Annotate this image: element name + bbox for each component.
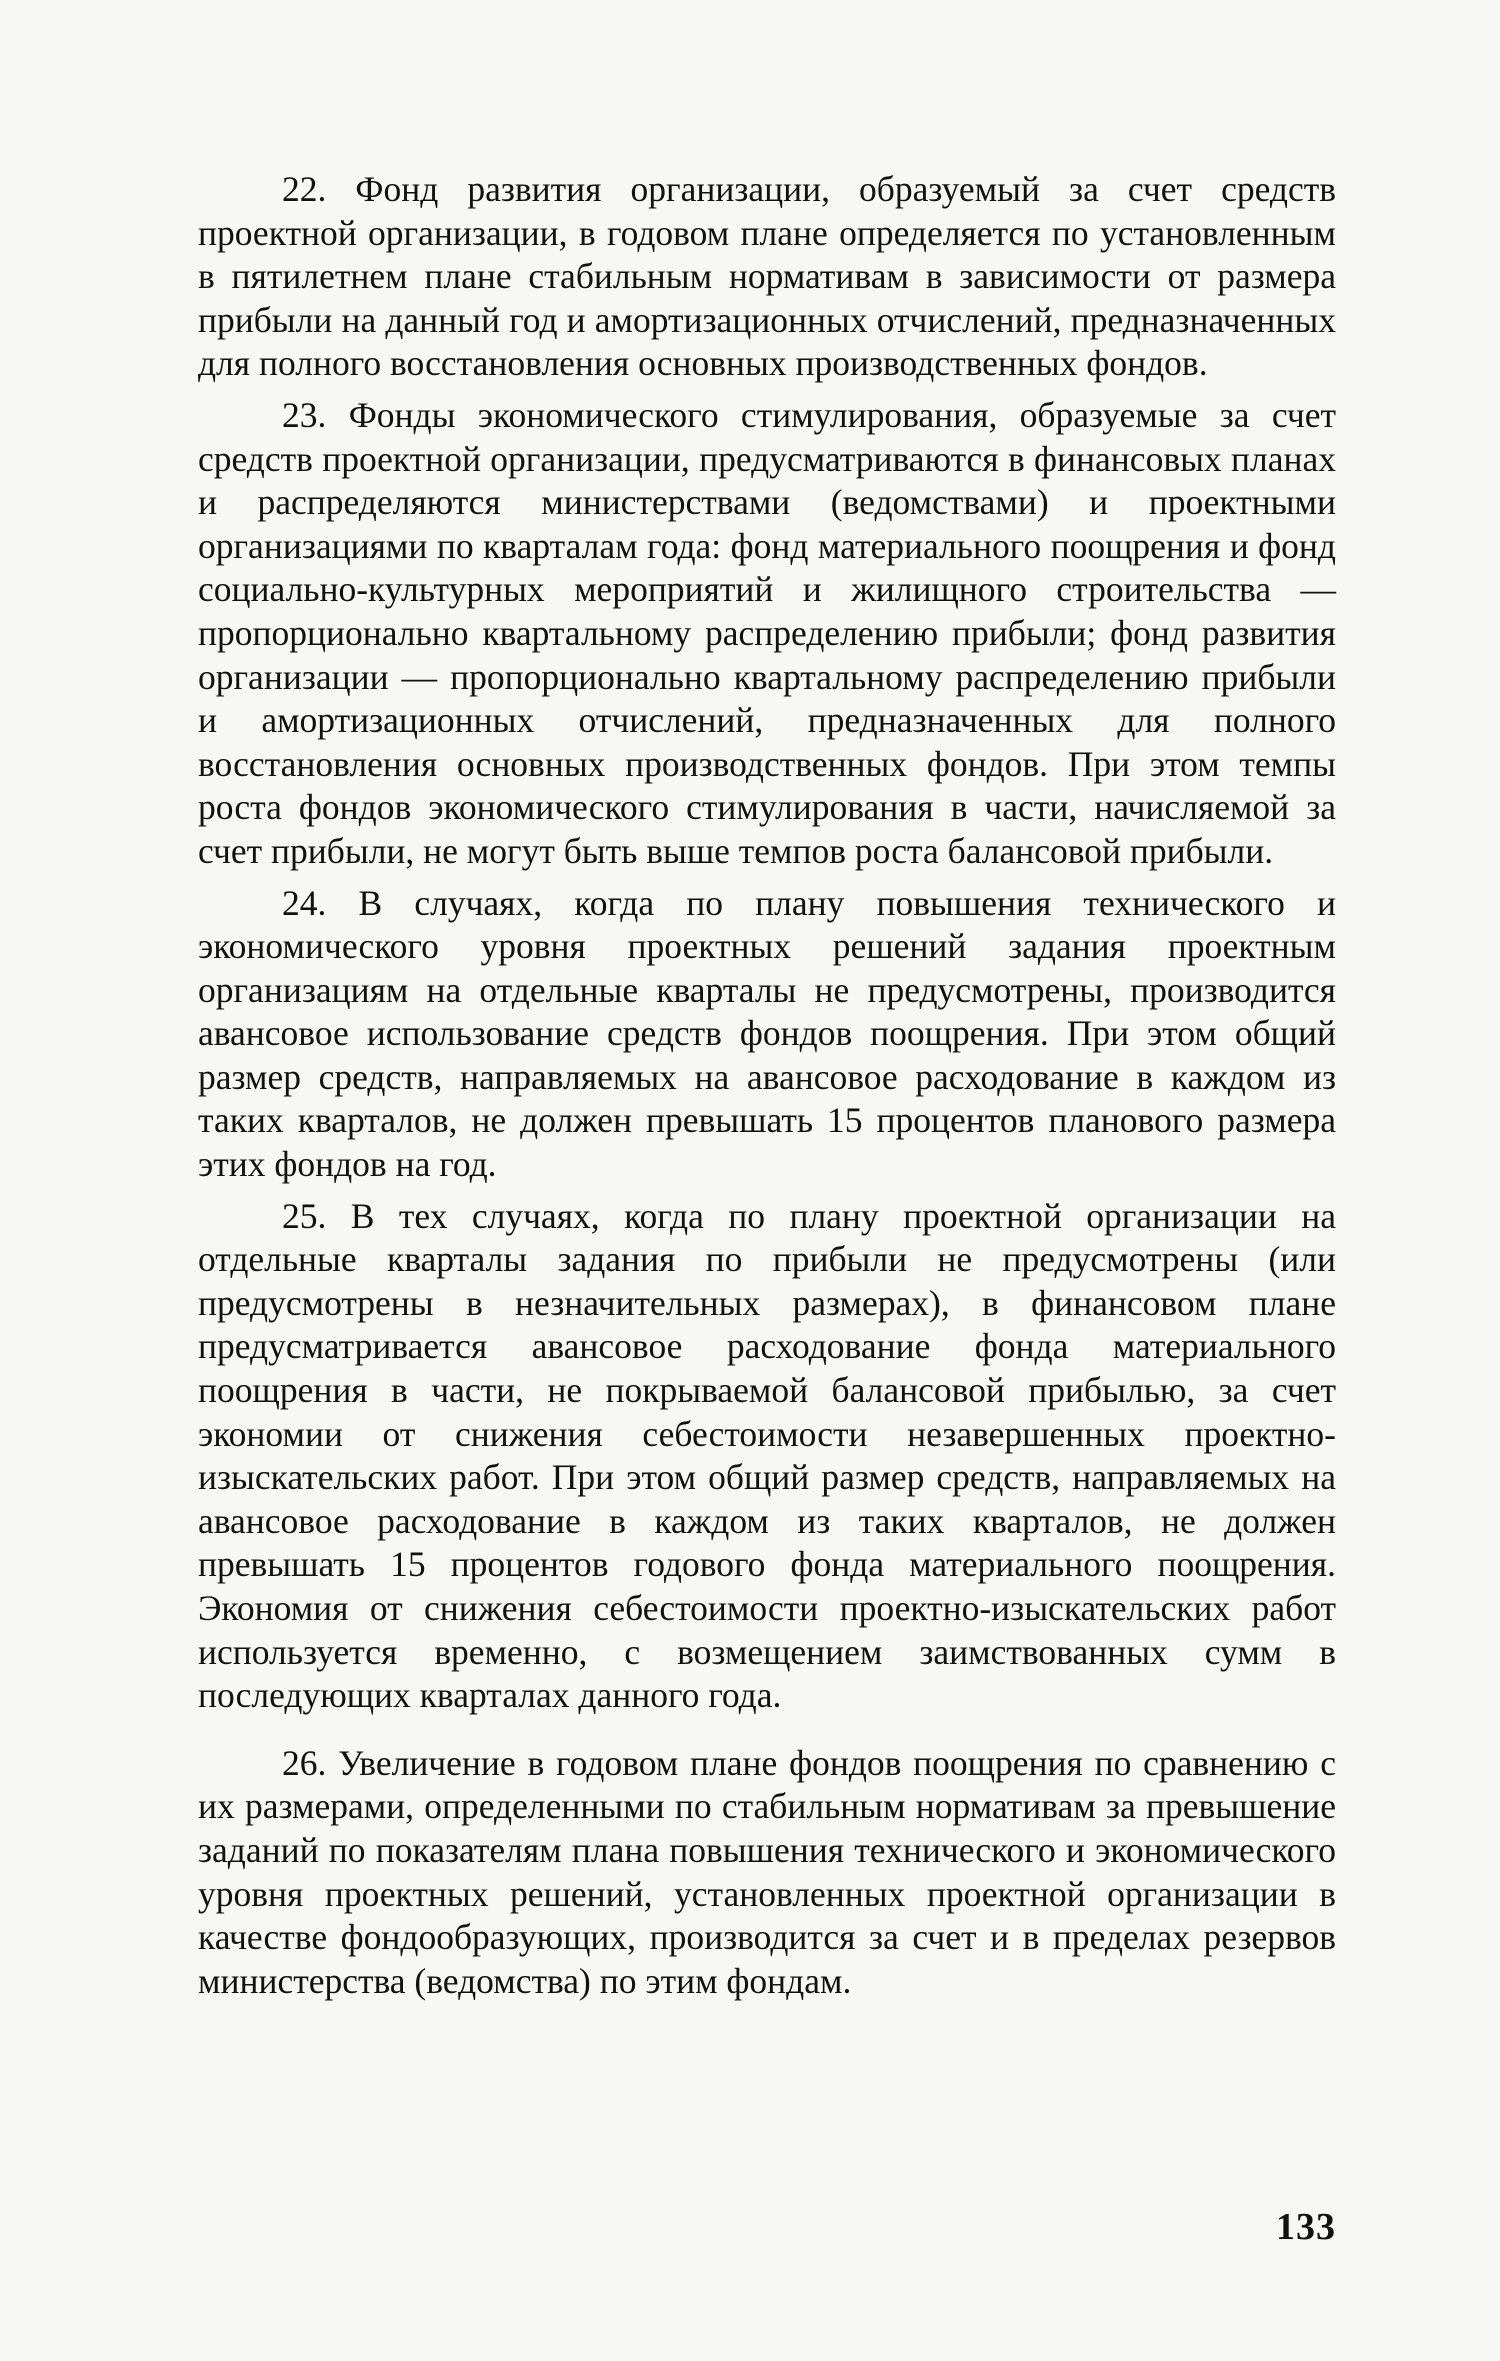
paragraph-25: 25. В тех случаях, когда по плану проектной организации на отдельные кварталы задания по прибыли не предусмотрены (или предусмотрены в незначительных размерах), в финансовом плане предусматривается авансовое расходование фонда материального поощрения в части, не покрываемой балансовой прибылью, за счет экономии от снижения себестоимости незавершенных проектно-изыскательских работ. При этом общий размер средств, направляемых на авансовое расходование в каждом из таких кварталов, не должен превышать 15 процентов годового фонда материального поощрения. Экономия от снижения себестоимости проектно-изыскательских работ используется временно, с возмещением заимствованных сумм в последующих кварталах данного года. [198,1195,1336,1716]
paragraph-26: 26. Увеличение в годовом плане фондов поощрения по сравнению с их размерами, определенными по стабильным нормативам за превышение заданий по показателям плана повышения технического и экономического уровня проектных решений, установленных проектной организации в качестве фондообразующих, производится за счет и в пределах резервов министерства (ведомства) по этим фондам. [198,1742,1336,2001]
document-body [198,168,1336,2011]
paragraph-24: 24. В случаях, когда по плану повышения технического и экономического уровня проектных решений задания проектным организациям на отдельные кварталы не предусмотрены, производится авансовое использование средств фондов поощрения. При этом общий размер средств, направляемых на авансовое расходование в каждом из таких кварталов, не должен превышать 15 процентов планового размера этих фондов на год. [198,882,1336,1185]
paragraph-22: 22. Фонд развития организации, образуемый за счет средств проектной организации, в годовом плане определяется по установленным в пятилетнем плане стабильным нормативам в зависимости от размера прибыли на данный год и амортизационных отчислений, предназначенных для полного восстановления основных производственных фондов. [198,169,1336,384]
paragraph-23: 23. Фонды экономического стимулирования, образуемые за счет средств проектной организации, предусматриваются в финансовых планах и распределяются министерствами (ведомствами) и проектными организациями по кварталам года: фонд материального поощрения и фонд социально-культурных мероприятий и жилищного строительства — пропорционально квартальному распределению прибыли; фонд развития организации — пропорционально квартальному распределению прибыли и амортизационных отчислений, предназначенных для полного восстановления основных производственных фондов. При этом темпы роста фондов экономического стимулирования в части, начисляемой за счет прибыли, не могут быть выше темпов роста балансовой прибыли. [198,394,1336,871]
page-number: 133 [1276,2206,1336,2248]
